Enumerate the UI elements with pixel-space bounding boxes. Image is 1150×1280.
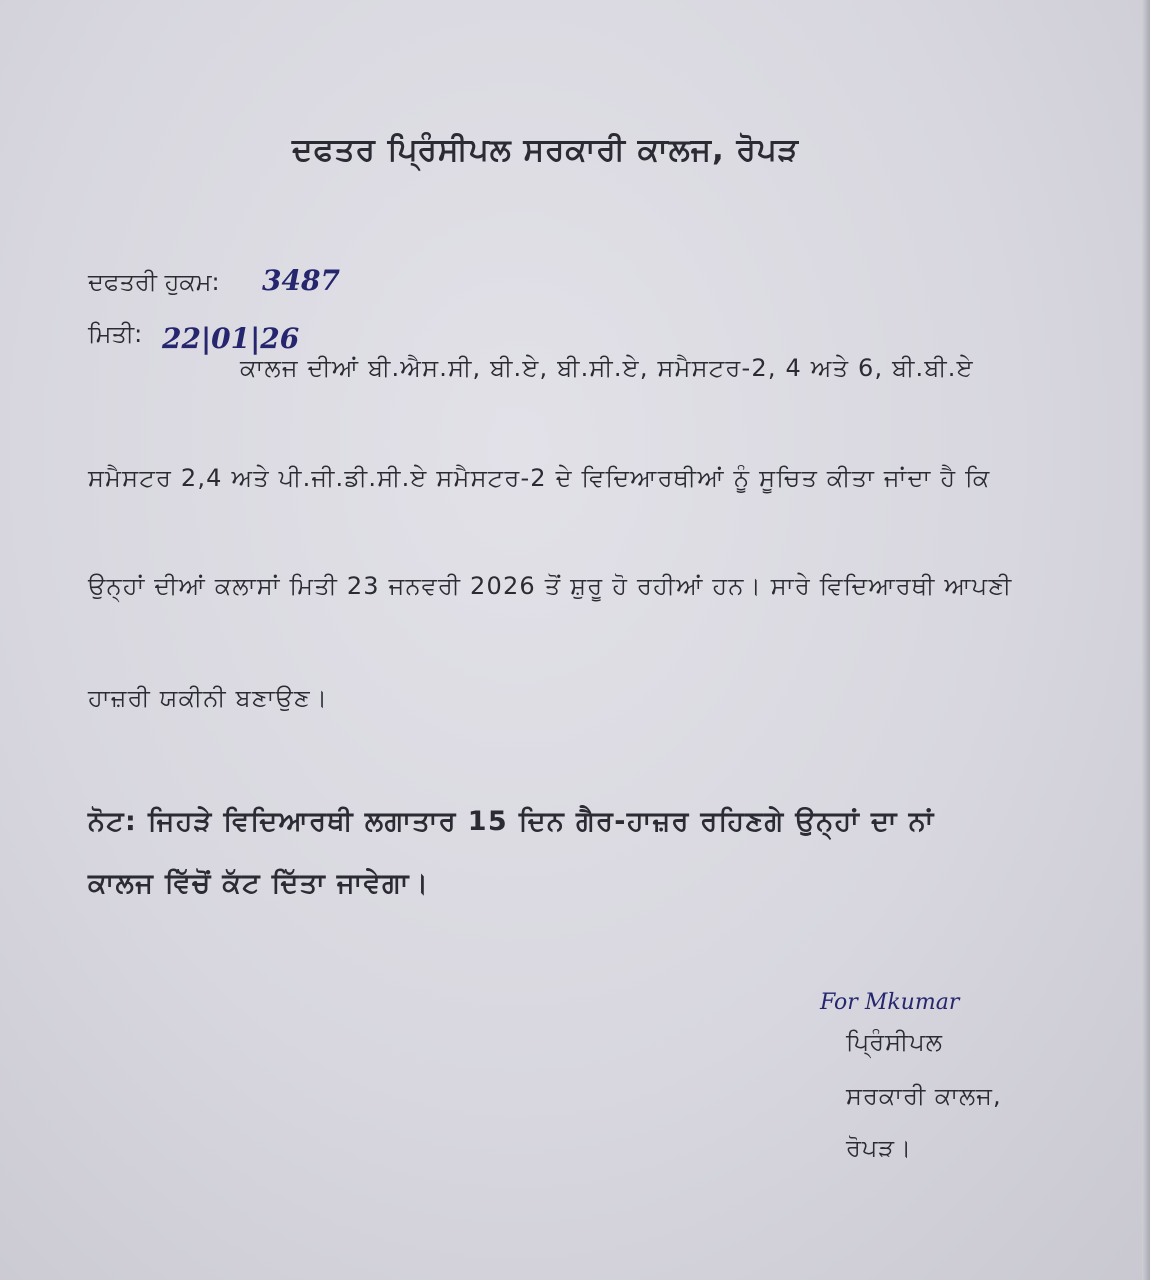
handwritten-signature: For Mkumar bbox=[820, 990, 960, 1015]
body-line-1: ਕਾਲਜ ਦੀਆਂ ਬੀ.ਐਸ.ਸੀ, ਬੀ.ਏ, ਬੀ.ਸੀ.ਏ, ਸਮੈਸਟਰ-2, 4 ਅਤੇ 6, ਬੀ.ਬੀ.ਏ bbox=[240, 354, 974, 382]
order-label: ਦਫਤਰੀ ਹੁਕਮ: bbox=[88, 268, 220, 296]
order-number: 3487 bbox=[262, 264, 340, 297]
signatory-title: ਪ੍ਰਿੰਸੀਪਲ bbox=[846, 1028, 943, 1056]
signatory-institution: ਸਰਕਾਰੀ ਕਾਲਜ, bbox=[846, 1082, 1002, 1110]
date-label: ਮਿਤੀ: bbox=[88, 320, 143, 348]
document-title: ਦਫਤਰ ਪ੍ਰਿੰਸੀਪਲ ਸਰਕਾਰੀ ਕਾਲਜ, ਰੋਪੜ bbox=[292, 132, 799, 168]
body-line-3: ਉਨ੍ਹਾਂ ਦੀਆਂ ਕਲਾਸਾਂ ਮਿਤੀ 23 ਜਨਵਰੀ 2026 ਤੋਂ ਸ਼ੁਰੂ ਹੋ ਰਹੀਆਂ ਹਨ। ਸਾਰੇ ਵਿਦਿਆਰਥੀ ਆਪਣੀ bbox=[88, 572, 1013, 600]
note-line-2: ਕਾਲਜ ਵਿੱਚੋਂ ਕੱਟ ਦਿੱਤਾ ਜਾਵੇਗਾ। bbox=[88, 868, 430, 899]
date-value: 22|01|26 bbox=[162, 322, 300, 355]
body-line-4: ਹਾਜ਼ਰੀ ਯਕੀਨੀ ਬਣਾਉਣ। bbox=[88, 684, 329, 712]
note-line-1: ਨੋਟ: ਜਿਹੜੇ ਵਿਦਿਆਰਥੀ ਲਗਾਤਾਰ 15 ਦਿਨ ਗੈਰ-ਹਾਜ਼ਰ ਰਹਿਣਗੇ ਉਨ੍ਹਾਂ ਦਾ ਨਾਂ bbox=[88, 806, 935, 837]
body-line-2: ਸਮੈਸਟਰ 2,4 ਅਤੇ ਪੀ.ਜੀ.ਡੀ.ਸੀ.ਏ ਸਮੈਸਟਰ-2 ਦੇ ਵਿਦਿਆਰਥੀਆਂ ਨੂੰ ਸੂਚਿਤ ਕੀਤਾ ਜਾਂਦਾ ਹੈ ਕਿ bbox=[88, 464, 991, 492]
signatory-place: ਰੋਪੜ। bbox=[846, 1134, 913, 1162]
paper-edge bbox=[1142, 0, 1150, 1280]
